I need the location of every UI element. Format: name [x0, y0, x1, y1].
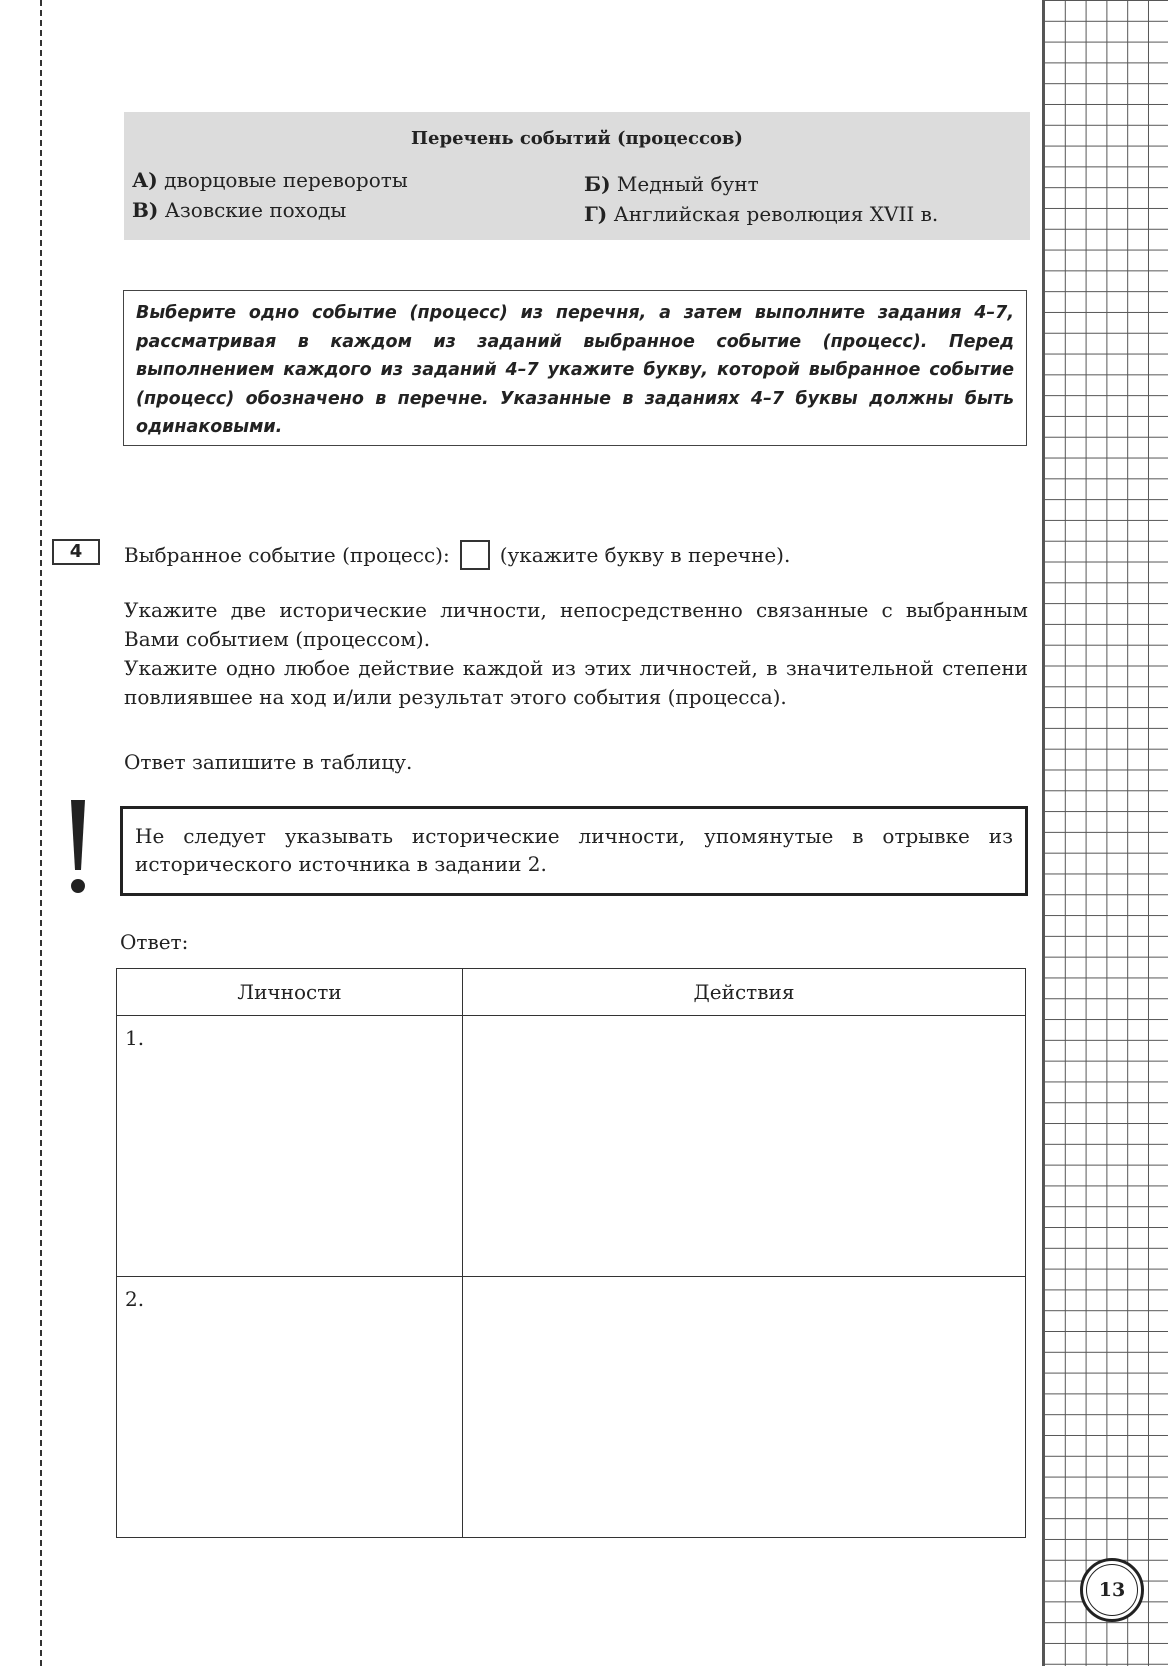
action-cell-2[interactable] — [463, 1277, 1026, 1538]
selected-event-hint: (укажите букву в перечне). — [499, 543, 791, 567]
page-number: 13 — [1086, 1564, 1138, 1616]
event-a — [132, 168, 408, 192]
letter-answer-box[interactable] — [460, 540, 490, 570]
event-letter: Б) — [584, 172, 611, 196]
event-letter: В) — [132, 198, 159, 222]
selected-event-label: Выбранное событие (процесс): — [124, 543, 450, 567]
cut-line — [40, 0, 42, 1666]
exclamation-icon — [68, 800, 88, 896]
page-number-badge — [1080, 1558, 1144, 1622]
event-b — [584, 172, 759, 196]
header-persons: Личности — [117, 969, 463, 1016]
event-g — [584, 202, 938, 226]
instruction-box: Выберите одно событие (процесс) из перечня, а затем выполните задания 4–7, рассматривая в каждом из заданий выбранное событие (процесс). Перед выполнением каждого из заданий 4–7 укажите букву, которой выбранное событие (процесс) обозначено в перечне. Указанные в заданиях 4–7 буквы должны быть одинаковыми. — [123, 290, 1027, 446]
action-cell-1[interactable] — [463, 1016, 1026, 1277]
event-text: Медный бунт — [616, 172, 759, 196]
warning-box: Не следует указывать исторические личности, упомянутые в отрывке из исторического источника в задании 2. — [120, 806, 1028, 896]
task-paragraph-3: Ответ запишите в таблицу. — [124, 750, 413, 774]
table-row — [117, 1277, 1026, 1538]
table-row — [117, 1016, 1026, 1277]
selected-event-line — [124, 540, 790, 570]
event-text: дворцовые перевороты — [164, 168, 408, 192]
events-list-box — [124, 112, 1030, 240]
task-paragraph-1: Укажите две исторические личности, непосредственно связанные с выбранным Вами событием (процессом). — [124, 598, 1028, 651]
person-cell-1[interactable]: 1. — [117, 1016, 463, 1277]
person-cell-2[interactable]: 2. — [117, 1277, 463, 1538]
table-header-row — [117, 969, 1026, 1016]
event-text: Английская революция XVII в. — [613, 202, 939, 226]
event-letter: А) — [132, 168, 158, 192]
grid-margin — [1042, 0, 1168, 1666]
task-paragraph-2: Укажите одно любое действие каждой из этих личностей, в значительной степени повлиявшее на ход и/или результат этого события (процесса). — [124, 656, 1028, 709]
event-letter: Г) — [584, 202, 608, 226]
event-v — [132, 198, 346, 222]
event-text: Азовские походы — [164, 198, 347, 222]
task-number: 4 — [52, 539, 100, 565]
header-actions: Действия — [463, 969, 1026, 1016]
events-title: Перечень событий (процессов) — [411, 128, 743, 149]
answer-table — [116, 968, 1026, 1538]
answer-label: Ответ: — [120, 930, 189, 954]
